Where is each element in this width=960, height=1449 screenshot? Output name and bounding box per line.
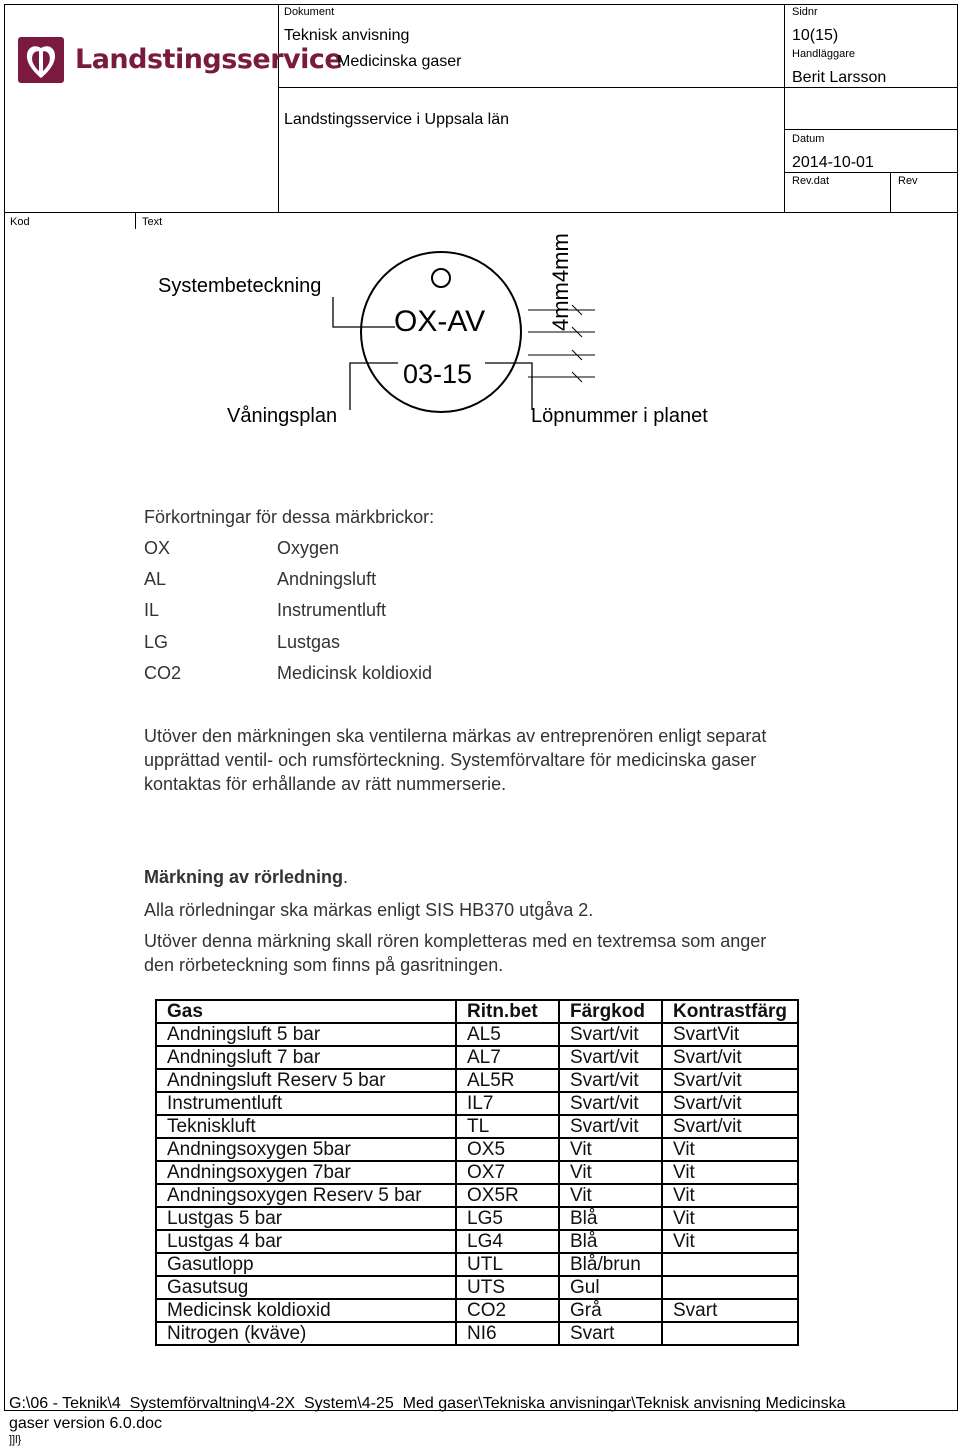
doc-type: Teknisk anvisning: [284, 27, 410, 44]
section-heading: [144, 867, 348, 888]
table-cell: Grå: [559, 1299, 662, 1322]
paragraph-line: upprättad ventil- och rumsförteckning. Systemförvaltare för medicinska gaser: [144, 750, 757, 770]
table-row: [156, 1207, 798, 1230]
kod-label: Kod: [10, 216, 30, 228]
table-cell: OX7: [456, 1161, 559, 1184]
table-cell: LG5: [456, 1207, 559, 1230]
logo-mark-icon: [17, 36, 65, 84]
section-heading-text: Märkning av rörledning: [144, 867, 344, 887]
table-cell: Svart/vit: [559, 1115, 662, 1138]
section-line: Alla rörledningar ska märkas enligt SIS HB370 utgåva 2.: [144, 900, 594, 920]
table-cell: Gul: [559, 1276, 662, 1299]
table-cell: Medicinsk koldioxid: [156, 1299, 456, 1322]
table-cell: Vit: [662, 1161, 798, 1184]
footer-code: ]]l}: [9, 1434, 22, 1446]
abbrev-name: Lustgas: [277, 632, 341, 652]
table-cell: AL7: [456, 1046, 559, 1069]
table-row: [156, 1023, 798, 1046]
table-cell: Svart/vit: [559, 1069, 662, 1092]
table-row: [156, 1253, 798, 1276]
table-cell: IL7: [456, 1092, 559, 1115]
table-cell: Vit: [662, 1138, 798, 1161]
table-row: [156, 1046, 798, 1069]
tag-number: 03-15: [403, 359, 473, 389]
table-cell: AL5: [456, 1023, 559, 1046]
logo: [17, 36, 343, 86]
table-cell: LG4: [456, 1230, 559, 1253]
table-cell: Lustgas 5 bar: [156, 1207, 456, 1230]
table-cell: Vit: [662, 1184, 798, 1207]
table-cell: Blå/brun: [559, 1253, 662, 1276]
table-cell: Svart/vit: [559, 1092, 662, 1115]
table-cell: SvartVit: [662, 1023, 798, 1046]
floor-label: Våningsplan: [227, 405, 338, 427]
table-cell: Vit: [559, 1138, 662, 1161]
table-cell: Svart/vit: [559, 1023, 662, 1046]
dokument-label: Dokument: [284, 6, 335, 18]
table-row: [156, 1230, 798, 1253]
table-cell: [662, 1276, 798, 1299]
table-cell: Nitrogen (kväve): [156, 1322, 456, 1345]
table-row: [156, 1322, 798, 1345]
paragraph-line: Utöver den märkningen ska ventilerna märkas av entreprenören enligt separat: [144, 726, 767, 746]
table-cell: Andningsluft Reserv 5 bar: [156, 1069, 456, 1092]
column-header: Ritn.bet: [456, 1000, 559, 1023]
table-cell: Teknisk​luft: [156, 1115, 456, 1138]
table-cell: CO2: [456, 1299, 559, 1322]
table-cell: Andningsluft 7 bar: [156, 1046, 456, 1069]
table-row: [156, 1161, 798, 1184]
table-cell: Vit: [662, 1230, 798, 1253]
table-header-row: [156, 1000, 798, 1023]
abbrev-name: Medicinsk koldioxid: [277, 663, 433, 683]
table-cell: Gasutlopp: [156, 1253, 456, 1276]
table-cell: Vit: [662, 1207, 798, 1230]
table-cell: Andningsoxygen 7bar: [156, 1161, 456, 1184]
table-cell: Svart/vit: [662, 1046, 798, 1069]
revdat-label: Rev.dat: [792, 175, 830, 187]
logo-text: Landstingsservice: [75, 44, 343, 75]
table-row: [156, 1184, 798, 1207]
table-cell: Andningsoxygen Reserv 5 bar: [156, 1184, 456, 1207]
abbrev-code: CO2: [144, 663, 182, 683]
table-cell: Blå: [559, 1230, 662, 1253]
table-cell: Svart/vit: [662, 1115, 798, 1138]
abbrev-code: OX: [144, 538, 171, 558]
organisation: Landstingsservice i Uppsala län: [284, 111, 510, 128]
tag-code: OX-AV: [394, 305, 486, 338]
table-cell: UTS: [456, 1276, 559, 1299]
gas-table: [155, 999, 799, 1346]
abbrev-name: Instrumentluft: [277, 600, 387, 620]
table-cell: Svart: [662, 1299, 798, 1322]
section-line: Utöver denna märkning skall rören kompletteras med en textremsa som anger: [144, 931, 767, 951]
doc-title: Medicinska gaser: [337, 53, 462, 70]
table-cell: [662, 1253, 798, 1276]
table-cell: Gasutsug: [156, 1276, 456, 1299]
system-label: Systembeteckning: [158, 275, 322, 297]
table-body: [156, 1023, 798, 1345]
section-line: den rörbeteckning som finns på gasritningen.: [144, 955, 504, 975]
abbrev-code: IL: [144, 600, 160, 620]
dimension-label: 4mm4mm: [548, 233, 573, 331]
text-label: Text: [142, 216, 163, 228]
table-cell: Lustgas 4 bar: [156, 1230, 456, 1253]
datum-label: Datum: [792, 133, 825, 145]
rev-label: Rev: [898, 175, 918, 187]
table-cell: Andningsoxygen 5bar: [156, 1138, 456, 1161]
table-cell: OX5R: [456, 1184, 559, 1207]
table-cell: NI6: [456, 1322, 559, 1345]
table-cell: Andningsluft 5 bar: [156, 1023, 456, 1046]
serial-label: Löpnummer i planet: [531, 405, 708, 427]
handlaggare-label: Handläggare: [792, 48, 855, 60]
table-cell: OX5: [456, 1138, 559, 1161]
abbrev-name: Oxygen: [277, 538, 340, 558]
footer-path-line1: G:\06 - Teknik\4_Systemförvaltning\4-2X_System\4-25_Med gaser\Tekniska anvisningar\Teknisk anvisning Medicinska: [9, 1395, 846, 1412]
column-header: Gas: [156, 1000, 456, 1023]
label-tag-diagram: [150, 233, 790, 445]
table-cell: Svart/vit: [662, 1092, 798, 1115]
table-row: [156, 1092, 798, 1115]
table-cell: Svart/vit: [662, 1069, 798, 1092]
column-header: Kontrastfärg: [662, 1000, 798, 1023]
section-heading-dot: .: [343, 867, 349, 887]
table-row: [156, 1115, 798, 1138]
abbrev-code: LG: [144, 632, 169, 652]
table-cell: UTL: [456, 1253, 559, 1276]
table-row: [156, 1299, 798, 1322]
table-cell: Svart/vit: [559, 1046, 662, 1069]
table-cell: Instrumentluft: [156, 1092, 456, 1115]
sidnr-label: Sidnr: [792, 6, 818, 18]
table-row: [156, 1069, 798, 1092]
table-cell: AL5R: [456, 1069, 559, 1092]
sidnr-value: 10(15): [792, 27, 839, 44]
table-row: [156, 1138, 798, 1161]
table-cell: Vit: [559, 1184, 662, 1207]
handlaggare-value: Berit Larsson: [792, 69, 887, 86]
datum-value: 2014-10-01: [792, 154, 874, 171]
abbrev-heading: Förkortningar för dessa märkbrickor:: [144, 507, 435, 527]
table-cell: TL: [456, 1115, 559, 1138]
abbrev-name: Andningsluft: [277, 569, 377, 589]
table-cell: [662, 1322, 798, 1345]
column-header: Färgkod: [559, 1000, 662, 1023]
table-cell: Vit: [559, 1161, 662, 1184]
footer-path-line2: gaser version 6.0.doc: [9, 1415, 162, 1432]
abbrev-code: AL: [144, 569, 167, 589]
table-row: [156, 1276, 798, 1299]
paragraph-line: kontaktas för erhållande av rätt nummerserie.: [144, 774, 507, 794]
table-cell: Svart: [559, 1322, 662, 1345]
table-cell: Blå: [559, 1207, 662, 1230]
